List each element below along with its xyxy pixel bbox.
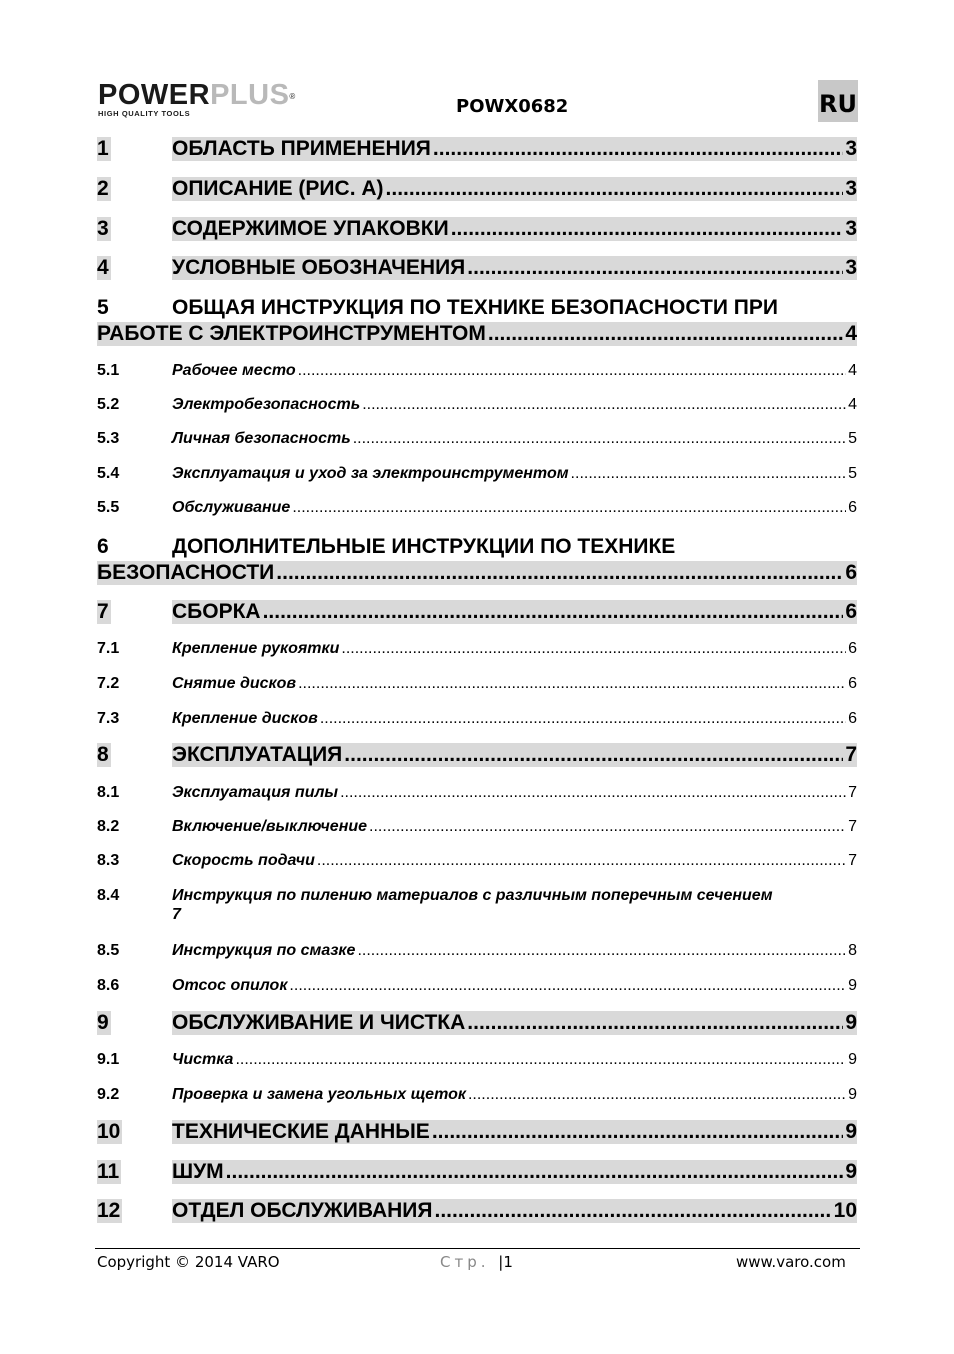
toc-entry-title-line1: ДОПОЛНИТЕЛЬНЫЕ ИНСТРУКЦИИ ПО ТЕХНИКЕ	[172, 535, 676, 558]
dot-leader	[340, 784, 846, 802]
toc-entry-title: Рабочее место	[172, 362, 296, 379]
toc-entry-8-4[interactable]	[97, 887, 857, 931]
toc-entry-number: 8.3	[97, 852, 120, 869]
toc-entry-page: 6	[845, 561, 857, 584]
toc-entry-page: 7	[172, 906, 181, 923]
toc-entry-number: 8.4	[97, 887, 120, 904]
dot-leader	[488, 322, 843, 346]
toc-entry-12[interactable]	[97, 1199, 857, 1225]
toc-entry-5-5[interactable]	[97, 499, 857, 519]
toc-entry-number: 9	[97, 1011, 109, 1034]
toc-entry-number: 3	[97, 217, 109, 240]
dot-leader	[341, 640, 846, 658]
dot-leader	[317, 852, 846, 870]
toc-entry-6[interactable]	[97, 535, 857, 589]
dot-leader	[467, 1011, 843, 1035]
toc-entry-title: ОПИСАНИЕ (РИС. А)	[172, 177, 384, 200]
toc-entry-page: 7	[848, 784, 857, 801]
dot-leader	[292, 499, 846, 517]
toc-entry-page: 7	[848, 818, 857, 835]
toc-entry-number: 7	[97, 600, 109, 623]
logo-text-power: POWER	[98, 79, 211, 111]
dot-leader	[320, 710, 846, 728]
toc-entry-4[interactable]	[97, 256, 857, 282]
toc-entry-8-1[interactable]	[97, 784, 857, 804]
toc-entry-title: Включение/выключение	[172, 818, 368, 835]
toc-entry-number: 9.1	[97, 1051, 120, 1068]
dot-leader	[263, 600, 844, 624]
toc-entry-title: Проверка и замена угольных щеток	[172, 1086, 466, 1103]
dot-leader	[571, 465, 847, 483]
toc-entry-8-3[interactable]	[97, 852, 857, 872]
dot-leader	[468, 1086, 846, 1104]
toc-entry-title: ШУМ	[172, 1160, 224, 1183]
toc-entry-page: 3	[845, 217, 857, 240]
toc-entry-number: 8.2	[97, 818, 120, 835]
dot-leader	[433, 137, 843, 161]
toc-entry-title: Крепление дисков	[172, 710, 318, 727]
toc-entry-title: Чистка	[172, 1051, 234, 1068]
toc-entry-title: СОДЕРЖИМОЕ УПАКОВКИ	[172, 217, 449, 240]
logo-text-plus: PLUS	[210, 79, 290, 111]
toc-entry-5-3[interactable]	[97, 430, 857, 450]
toc-entry-number: 5.3	[97, 430, 120, 447]
toc-entry-7-1[interactable]	[97, 640, 857, 660]
toc-entry-title: Инструкция по пилению материалов с различным поперечным сечением	[172, 887, 773, 904]
dot-leader	[276, 561, 843, 585]
toc-entry-number: 7.1	[97, 640, 120, 657]
toc-entry-number: 5	[97, 296, 109, 319]
toc-entry-title: Эксплуатация пилы	[172, 784, 339, 801]
toc-entry-number: 8.6	[97, 977, 120, 994]
toc-entry-5-1[interactable]	[97, 362, 857, 382]
toc-entry-page: 4	[848, 396, 857, 413]
toc-entry-number: 5.5	[97, 499, 120, 516]
footer-divider	[95, 1248, 860, 1249]
toc-entry-2[interactable]	[97, 177, 857, 203]
toc-entry-number: 6	[97, 535, 109, 558]
toc-entry-page: 9	[848, 1051, 857, 1068]
toc-entry-title: Скорость подачи	[172, 852, 315, 869]
toc-entry-number: 8	[97, 743, 109, 766]
footer-page-number: 1	[503, 1253, 513, 1271]
toc-entry-5-2[interactable]	[97, 396, 857, 416]
dot-leader	[357, 942, 846, 960]
toc-entry-7-2[interactable]	[97, 675, 857, 695]
toc-entry-title: Инструкция по смазке	[172, 942, 356, 959]
dot-leader	[289, 977, 846, 995]
logo-tagline: HIGH QUALITY TOOLS	[98, 109, 191, 118]
toc-entry-number: 5.2	[97, 396, 120, 413]
toc-entry-page: 4	[845, 322, 857, 345]
toc-entry-8-5[interactable]	[97, 942, 857, 962]
toc-entry-number: 11	[97, 1160, 120, 1183]
toc-entry-8[interactable]	[97, 743, 857, 769]
toc-entry-7-3[interactable]	[97, 710, 857, 730]
toc-entry-3[interactable]	[97, 217, 857, 243]
toc-entry-8-6[interactable]	[97, 977, 857, 997]
dot-leader	[434, 1199, 831, 1223]
language-badge: RU	[818, 80, 858, 122]
footer-website[interactable]: www.varo.com	[736, 1253, 846, 1271]
toc-entry-title: УСЛОВНЫЕ ОБОЗНАЧЕНИЯ	[172, 256, 466, 279]
toc-entry-title: Электробезопасность	[172, 396, 361, 413]
dot-leader	[235, 1051, 846, 1069]
toc-entry-page: 3	[845, 137, 857, 160]
toc-entry-page: 3	[845, 256, 857, 279]
toc-entry-number: 1	[97, 137, 109, 160]
dot-leader	[344, 743, 843, 767]
toc-entry-11[interactable]	[97, 1160, 857, 1186]
brand-logo	[98, 79, 318, 118]
toc-entry-number: 9.2	[97, 1086, 120, 1103]
logo-registered-mark: ®	[289, 92, 296, 101]
toc-entry-number: 5.1	[97, 362, 120, 379]
toc-entry-9[interactable]	[97, 1011, 857, 1037]
toc-entry-5-4[interactable]	[97, 465, 857, 485]
toc-entry-9-1[interactable]	[97, 1051, 857, 1071]
toc-entry-number: 5.4	[97, 465, 120, 482]
toc-entry-number: 7.3	[97, 710, 120, 727]
dot-leader	[369, 818, 846, 836]
toc-entry-title: ОТДЕЛ ОБСЛУЖИВАНИЯ	[172, 1199, 433, 1222]
toc-entry-title: ЭКСПЛУАТАЦИЯ	[172, 743, 343, 766]
dot-leader	[467, 256, 843, 280]
toc-entry-page: 7	[845, 743, 857, 766]
toc-entry-page: 6	[848, 675, 857, 692]
toc-entry-page: 9	[845, 1120, 857, 1143]
toc-entry-8-2[interactable]	[97, 818, 857, 838]
toc-entry-title: Личная безопасность	[172, 430, 351, 447]
toc-entry-page: 7	[848, 852, 857, 869]
toc-entry-page: 9	[848, 1086, 857, 1103]
toc-entry-number: 7.2	[97, 675, 120, 692]
toc-entry-title: Эксплуатация и уход за электроинструментом	[172, 465, 569, 482]
footer-page-separator: |	[498, 1253, 504, 1271]
footer-page-indicator	[440, 1253, 513, 1271]
toc-entry-title: Обслуживание	[172, 499, 291, 516]
dot-leader	[226, 1160, 844, 1184]
footer-page-label: Стр.	[440, 1253, 490, 1271]
toc-entry-title: ОБСЛУЖИВАНИЕ И ЧИСТКА	[172, 1011, 466, 1034]
toc-entry-5[interactable]	[97, 296, 857, 350]
toc-entry-title: СБОРКА	[172, 600, 261, 623]
dot-leader	[353, 430, 846, 448]
toc-entry-10[interactable]	[97, 1120, 857, 1146]
toc-entry-title: ОБЛАСТЬ ПРИМЕНЕНИЯ	[172, 137, 431, 160]
dot-leader	[451, 217, 844, 241]
dot-leader	[298, 362, 846, 380]
toc-entry-title-line2: БЕЗОПАСНОСТИ	[97, 561, 275, 584]
toc-entry-1[interactable]	[97, 137, 857, 163]
model-number: POWX0682	[456, 96, 569, 117]
toc-entry-page: 3	[845, 177, 857, 200]
dot-leader	[386, 177, 844, 201]
footer-copyright: Copyright © 2014 VARO	[97, 1253, 280, 1271]
toc-entry-page: 4	[848, 362, 857, 379]
toc-entry-title: Крепление рукоятки	[172, 640, 340, 657]
toc-entry-page: 9	[848, 977, 857, 994]
toc-entry-number: 2	[97, 177, 109, 200]
toc-entry-number: 10	[97, 1120, 121, 1143]
toc-entry-title: Снятие дисков	[172, 675, 297, 692]
dot-leader	[432, 1120, 844, 1144]
toc-entry-title-line1: ОБЩАЯ ИНСТРУКЦИЯ ПО ТЕХНИКЕ БЕЗОПАСНОСТИ ПРИ	[172, 296, 778, 319]
toc-entry-title: ТЕХНИЧЕСКИЕ ДАННЫЕ	[172, 1120, 430, 1143]
page-header	[0, 0, 954, 130]
toc-entry-number: 8.1	[97, 784, 120, 801]
dot-leader	[298, 675, 846, 693]
toc-entry-page: 6	[848, 640, 857, 657]
toc-entry-9-2[interactable]	[97, 1086, 857, 1106]
toc-entry-page: 9	[845, 1160, 857, 1183]
dot-leader	[362, 396, 846, 414]
toc-entry-page: 5	[848, 465, 857, 482]
toc-entry-page: 5	[848, 430, 857, 447]
toc-entry-page: 10	[833, 1199, 857, 1222]
toc-entry-page: 6	[848, 710, 857, 727]
toc-entry-number: 8.5	[97, 942, 120, 959]
toc-entry-number: 12	[97, 1199, 121, 1222]
toc-entry-title-line2: РАБОТЕ С ЭЛЕКТРОИНСТРУМЕНТОМ	[97, 322, 486, 345]
toc-entry-7[interactable]	[97, 600, 857, 626]
toc-entry-page: 8	[848, 942, 857, 959]
toc-entry-title: Отсос опилок	[172, 977, 288, 994]
toc-entry-page: 6	[845, 600, 857, 623]
toc-entry-page: 9	[845, 1011, 857, 1034]
toc-entry-page: 6	[848, 499, 857, 516]
toc-entry-number: 4	[97, 256, 109, 279]
